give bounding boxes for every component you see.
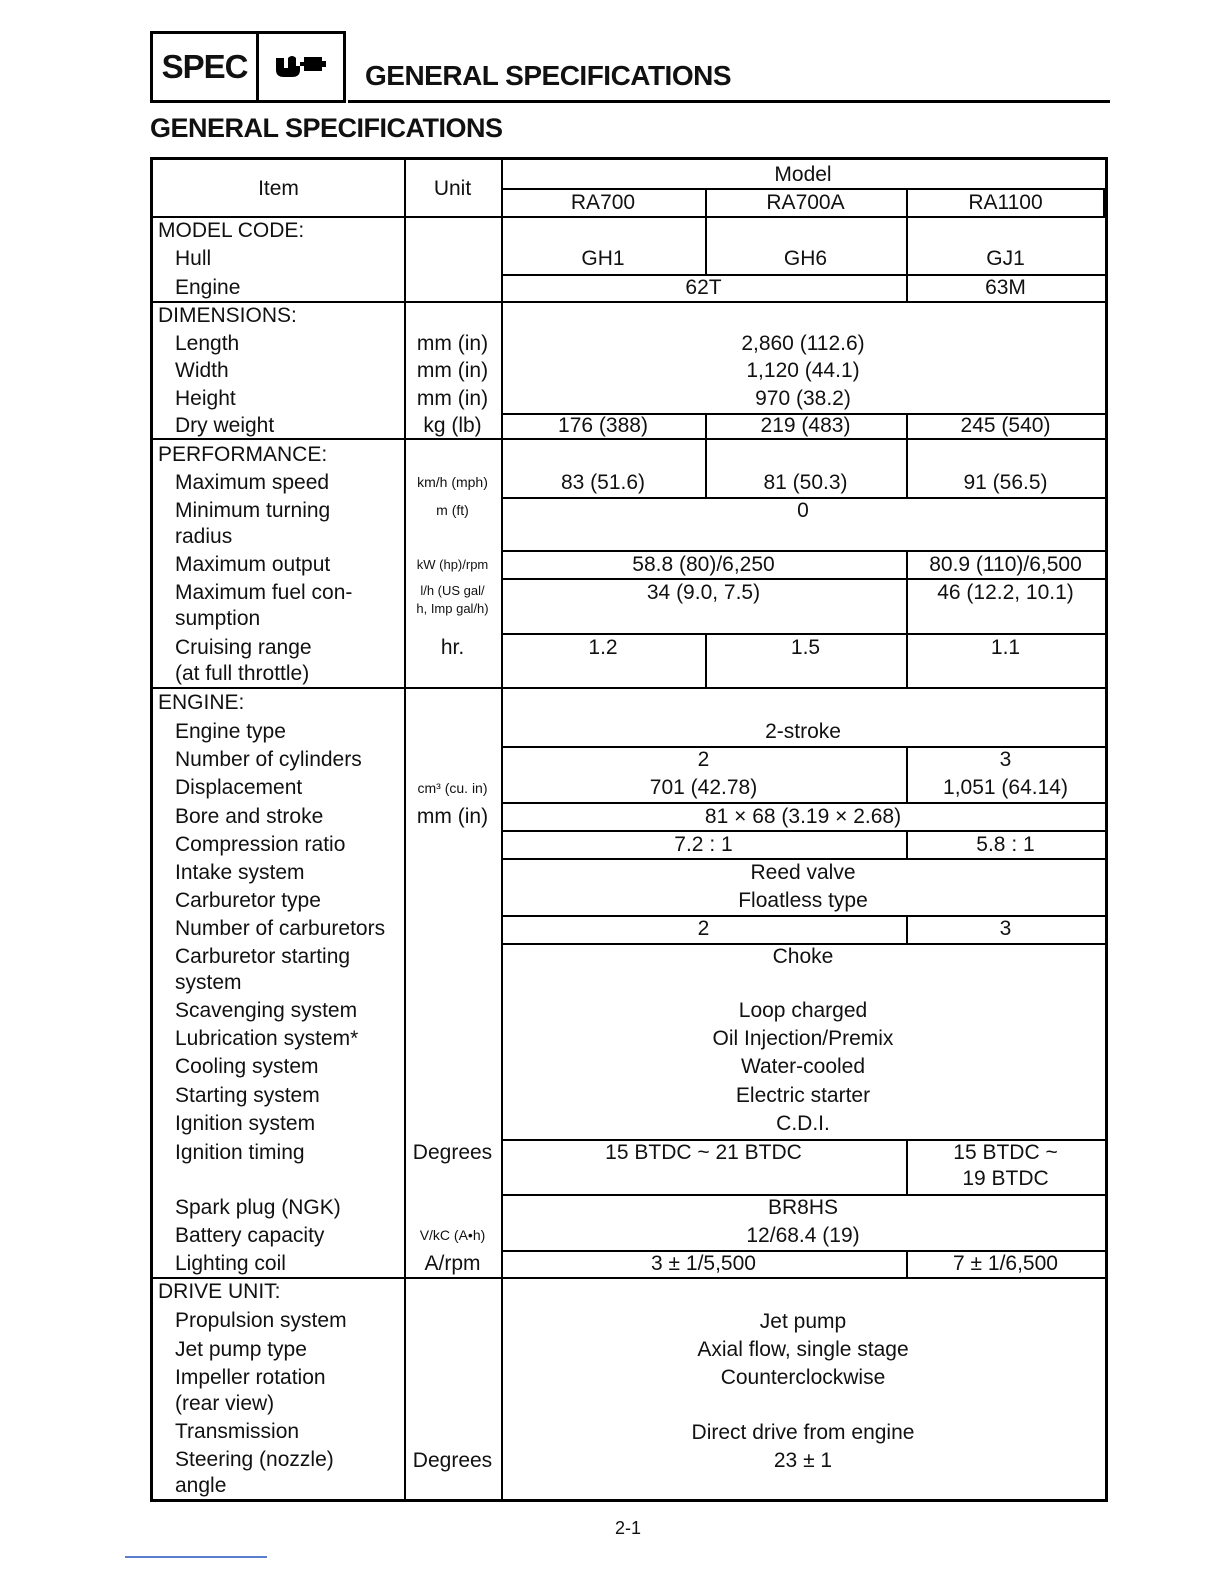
value-height: 970 (38.2)	[755, 387, 851, 410]
unit-dry-weight: kg (lb)	[423, 414, 482, 437]
spec-table	[150, 157, 1108, 1502]
section-performance: PERFORMANCE:	[158, 443, 328, 466]
value-jet-pump-type: Axial flow, single stage	[697, 1338, 909, 1361]
value-engine-ra1100: 63M	[985, 276, 1026, 299]
value-max-output-ra1100: 80.9 (110)/6,500	[929, 553, 1082, 576]
label-min-turning-2: radius	[175, 525, 233, 548]
label-lighting-coil: Lighting coil	[175, 1252, 286, 1275]
label-height: Height	[175, 387, 236, 410]
label-engine: Engine	[175, 276, 241, 299]
label-max-fuel-1: Maximum fuel con-	[175, 581, 353, 604]
label-hull: Hull	[175, 247, 212, 270]
value-spark-plug: BR8HS	[767, 1196, 839, 1219]
value-engine-ra700-ra700a: 62T	[685, 276, 722, 299]
label-battery: Battery capacity	[175, 1224, 325, 1247]
value-engine-type: 2-stroke	[765, 720, 841, 743]
label-displacement: Displacement	[175, 776, 303, 799]
label-compression: Compression ratio	[175, 833, 346, 856]
footer-link-underline	[125, 1556, 267, 1558]
model-ra700: RA700	[570, 191, 636, 214]
page-number: 2-1	[614, 1518, 641, 1538]
unit-displacement: cm³ (cu. in)	[417, 780, 488, 796]
unit-lighting-coil: A/rpm	[424, 1252, 481, 1275]
value-compression-ra700-ra700a: 7.2 : 1	[674, 833, 733, 856]
value-ignition-timing-ra1100-2: 19 BTDC	[962, 1167, 1049, 1190]
label-lubrication: Lubrication system*	[175, 1027, 359, 1050]
value-bore-stroke: 81 × 68 (3.19 × 2.68)	[704, 805, 902, 828]
value-cruising-ra700: 1.2	[588, 636, 618, 659]
unit-length: mm (in)	[416, 332, 489, 355]
section-engine: ENGINE:	[158, 691, 245, 714]
label-steering-1: Steering (nozzle)	[175, 1448, 334, 1471]
label-ignition-timing: Ignition timing	[175, 1141, 305, 1164]
label-jet-pump-type: Jet pump type	[175, 1338, 307, 1361]
unit-width: mm (in)	[416, 359, 489, 382]
label-bore-stroke: Bore and stroke	[175, 805, 324, 828]
value-dry-weight-ra1100: 245 (540)	[960, 414, 1051, 437]
header-rule	[348, 100, 1110, 103]
model-ra700a: RA700A	[766, 191, 845, 214]
label-intake: Intake system	[175, 861, 305, 884]
value-cruising-ra1100: 1.1	[990, 636, 1021, 659]
col-model-header: Model	[774, 163, 832, 186]
value-dry-weight-ra700: 176 (388)	[558, 414, 648, 437]
label-scavenging: Scavenging system	[175, 999, 358, 1022]
value-scavenging: Loop charged	[738, 999, 868, 1022]
value-num-carbs-ra700-ra700a: 2	[697, 917, 710, 940]
label-starting: Starting system	[175, 1084, 320, 1107]
value-max-speed-ra1100: 91 (56.5)	[963, 471, 1048, 494]
row-rule	[153, 687, 1105, 689]
value-ignition: C.D.I.	[776, 1112, 830, 1135]
unit-max-speed: km/h (mph)	[417, 474, 488, 490]
spec-label: SPEC	[153, 34, 259, 100]
value-compression-ra1100: 5.8 : 1	[976, 833, 1035, 856]
value-width: 1,120 (44.1)	[746, 359, 860, 382]
unit-max-fuel-2: h, Imp gal/h)	[416, 601, 489, 616]
value-displacement-ra1100: 1,051 (64.14)	[943, 776, 1068, 799]
label-transmission: Transmission	[175, 1420, 300, 1443]
label-max-fuel-2: sumption	[175, 607, 261, 630]
label-cruising-1: Cruising range	[175, 636, 312, 659]
value-num-carbs-ra1100: 3	[999, 917, 1012, 940]
value-max-fuel-ra1100: 46 (12.2, 10.1)	[937, 581, 1074, 604]
value-carb-starting: Choke	[772, 945, 834, 968]
unit-ignition-timing: Degrees	[412, 1141, 493, 1164]
value-lubrication: Oil Injection/Premix	[712, 1027, 894, 1050]
unit-battery: V/kC (A•h)	[419, 1227, 486, 1243]
label-cooling: Cooling system	[175, 1055, 319, 1078]
value-hull-ra700: GH1	[581, 247, 625, 270]
value-max-fuel-ra700-ra700a: 34 (9.0, 7.5)	[646, 581, 761, 604]
value-cooling: Water-cooled	[740, 1055, 866, 1078]
section-drive-unit: DRIVE UNIT:	[158, 1280, 281, 1303]
label-dry-weight: Dry weight	[175, 414, 275, 437]
value-starting: Electric starter	[735, 1084, 871, 1107]
value-ignition-timing-ra700-ra700a: 15 BTDC ~ 21 BTDC	[605, 1141, 802, 1164]
value-displacement-ra700-ra700a: 701 (42.78)	[649, 776, 758, 799]
value-hull-ra700a: GH6	[783, 247, 828, 270]
value-carb-type: Floatless type	[738, 889, 868, 912]
value-cylinders-ra1100: 3	[999, 748, 1012, 771]
wrench-icon	[259, 34, 343, 100]
label-width: Width	[175, 359, 229, 382]
unit-max-fuel-1: l/h (US gal/	[420, 583, 485, 598]
value-max-output-ra700-ra700a: 58.8 (80)/6,250	[632, 553, 775, 576]
spec-badge	[150, 31, 346, 103]
value-lighting-coil-ra1100: 7 ± 1/6,500	[953, 1252, 1058, 1275]
value-cruising-ra700a: 1.5	[790, 636, 821, 659]
label-impeller-2: (rear view)	[175, 1392, 275, 1415]
section-model-code: MODEL CODE:	[158, 219, 305, 242]
unit-steering: Degrees	[412, 1449, 493, 1472]
label-max-speed: Maximum speed	[175, 471, 330, 494]
label-impeller-1: Impeller rotation	[175, 1366, 326, 1389]
model-ra1100: RA1100	[968, 191, 1043, 214]
label-min-turning-1: Minimum turning	[175, 499, 331, 522]
unit-min-turning: m (ft)	[436, 502, 469, 518]
value-ignition-timing-ra1100-1: 15 BTDC ~	[953, 1141, 1058, 1164]
label-cruising-2: (at full throttle)	[175, 662, 310, 685]
value-lighting-coil-ra700-ra700a: 3 ± 1/5,500	[651, 1252, 756, 1275]
label-spark-plug: Spark plug (NGK)	[175, 1196, 341, 1219]
value-steering: 23 ± 1	[773, 1449, 833, 1472]
label-steering-2: angle	[175, 1474, 227, 1497]
label-max-output: Maximum output	[175, 553, 331, 576]
label-carb-starting-1: Carburetor starting	[175, 945, 351, 968]
label-cylinders: Number of cylinders	[175, 748, 362, 771]
value-transmission: Direct drive from engine	[691, 1421, 915, 1444]
label-num-carbs: Number of carburetors	[175, 917, 386, 940]
value-max-speed-ra700a: 81 (50.3)	[763, 471, 848, 494]
label-carb-type: Carburetor type	[175, 889, 321, 912]
value-impeller: Counterclockwise	[720, 1366, 886, 1389]
section-title: GENERAL SPECIFICATIONS	[150, 113, 503, 143]
value-hull-ra1100: GJ1	[986, 247, 1025, 270]
unit-cruising: hr.	[440, 636, 465, 659]
value-battery: 12/68.4 (19)	[746, 1224, 860, 1247]
header-title: GENERAL SPECIFICATIONS	[365, 60, 732, 91]
label-carb-starting-2: system	[175, 971, 242, 994]
section-dimensions: DIMENSIONS:	[158, 304, 297, 327]
unit-height: mm (in)	[416, 387, 489, 410]
label-length: Length	[175, 332, 240, 355]
value-max-speed-ra700: 83 (51.6)	[560, 471, 646, 494]
row-rule	[153, 1277, 1105, 1279]
value-cylinders-ra700-ra700a: 2	[697, 748, 710, 771]
label-engine-type: Engine type	[175, 720, 286, 743]
label-ignition: Ignition system	[175, 1112, 316, 1135]
unit-max-output: kW (hp)/rpm	[416, 557, 489, 572]
value-intake: Reed valve	[750, 861, 856, 884]
col-item-header: Item	[258, 177, 299, 200]
value-min-turning: 0	[797, 499, 809, 522]
col-unit-header: Unit	[433, 177, 472, 200]
value-propulsion: Jet pump	[759, 1310, 847, 1333]
label-propulsion: Propulsion system	[175, 1309, 347, 1332]
value-length: 2,860 (112.6)	[741, 332, 865, 355]
unit-bore-stroke: mm (in)	[416, 805, 489, 828]
value-dry-weight-ra700a: 219 (483)	[760, 414, 851, 437]
